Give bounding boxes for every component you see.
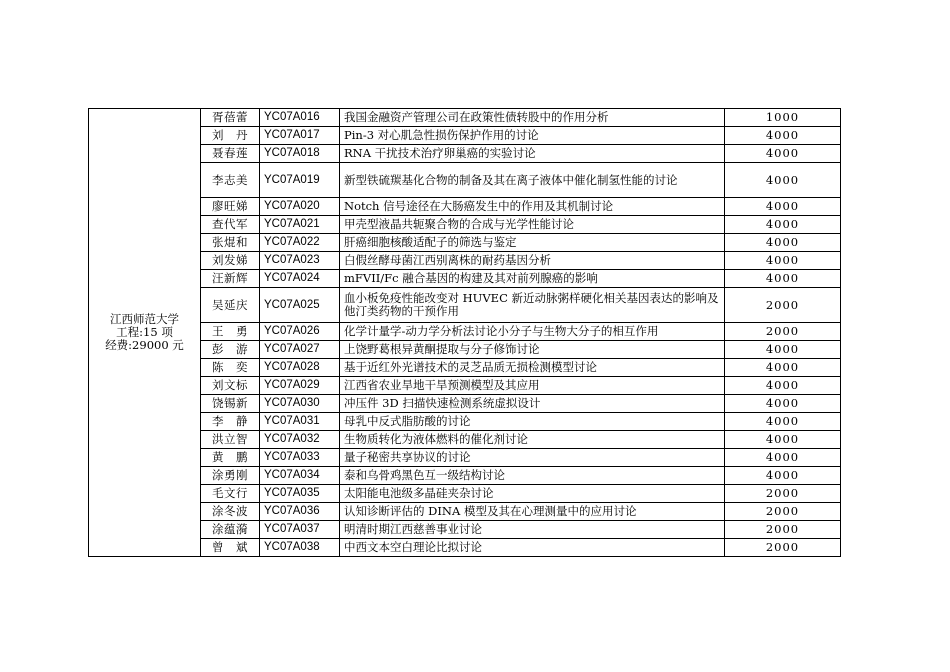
table-row [89, 270, 841, 288]
table-row [89, 198, 841, 216]
project-code-cell: YC07A034 [260, 467, 340, 485]
project-code-cell: YC07A035 [260, 485, 340, 503]
amount-cell: 2000 [725, 323, 841, 341]
name-cell: 涂勇刚 [201, 467, 260, 485]
project-title-cell: 肝癌细胞核酸适配子的筛选与鉴定 [340, 234, 725, 252]
table-row [89, 288, 841, 323]
table-row [89, 359, 841, 377]
project-title-cell: 太阳能电池级多晶硅夹杂讨论 [340, 485, 725, 503]
project-title-cell: Notch 信号途径在大肠癌发生中的作用及其机制讨论 [340, 198, 725, 216]
table-row [89, 503, 841, 521]
project-title-cell: Pin-3 对心肌急性损伤保护作用的讨论 [340, 127, 725, 145]
name-cell: 刘发娣 [201, 252, 260, 270]
amount-cell: 2000 [725, 485, 841, 503]
project-title-cell: 江西省农业旱地干旱预测模型及其应用 [340, 377, 725, 395]
table-row [89, 449, 841, 467]
project-code-cell: YC07A032 [260, 431, 340, 449]
project-code-cell: YC07A027 [260, 341, 340, 359]
project-title-cell: 上饶野葛根异黄酮提取与分子修饰讨论 [340, 341, 725, 359]
project-title-cell: 认知诊断评估的 DINA 模型及其在心理测量中的应用讨论 [340, 503, 725, 521]
institution-name: 江西师范大学 [110, 312, 179, 326]
project-title-cell: 明清时期江西慈善事业讨论 [340, 521, 725, 539]
amount-cell: 2000 [725, 521, 841, 539]
project-code-cell: YC07A016 [260, 109, 340, 127]
table-row [89, 145, 841, 163]
name-cell: 张焜和 [201, 234, 260, 252]
name-cell: 黄 鹏 [201, 449, 260, 467]
amount-cell: 4000 [725, 377, 841, 395]
project-code-cell: YC07A022 [260, 234, 340, 252]
project-title-cell: 中西文本空白理论比拟讨论 [340, 539, 725, 557]
project-code-cell: YC07A033 [260, 449, 340, 467]
table-row [89, 234, 841, 252]
project-code-cell: YC07A038 [260, 539, 340, 557]
amount-cell: 4000 [725, 270, 841, 288]
name-cell: 查代军 [201, 216, 260, 234]
amount-cell: 4000 [725, 359, 841, 377]
project-title-cell: 母乳中反式脂肪酸的讨论 [340, 413, 725, 431]
amount-cell: 4000 [725, 467, 841, 485]
project-title-cell: RNA 干扰技术治疗卵巢癌的实验讨论 [340, 145, 725, 163]
project-code-cell: YC07A028 [260, 359, 340, 377]
name-cell: 王 勇 [201, 323, 260, 341]
project-title-cell: 白假丝酵母菌江西别离株的耐药基因分析 [340, 252, 725, 270]
amount-cell: 4000 [725, 341, 841, 359]
name-cell: 刘 丹 [201, 127, 260, 145]
name-cell: 李志美 [201, 163, 260, 198]
table-row [89, 521, 841, 539]
name-cell: 饶锡新 [201, 395, 260, 413]
amount-cell: 4000 [725, 252, 841, 270]
project-title-cell: 泰和乌骨鸡黑色互一级结构讨论 [340, 467, 725, 485]
project-table [88, 108, 841, 557]
amount-cell: 4000 [725, 216, 841, 234]
table-row [89, 109, 841, 127]
table-row [89, 485, 841, 503]
project-title-cell: 化学计量学-动力学分析法讨论小分子与生物大分子的相互作用 [340, 323, 725, 341]
project-table-body [89, 109, 841, 557]
project-code-cell: YC07A023 [260, 252, 340, 270]
name-cell: 洪立智 [201, 431, 260, 449]
name-cell: 涂冬波 [201, 503, 260, 521]
amount-cell: 4000 [725, 234, 841, 252]
project-code-cell: YC07A024 [260, 270, 340, 288]
table-row [89, 539, 841, 557]
project-title-cell: 甲壳型液晶共轭聚合物的合成与光学性能讨论 [340, 216, 725, 234]
table-row [89, 323, 841, 341]
amount-cell: 4000 [725, 145, 841, 163]
institution-budget: 经费:29000 元 [105, 338, 184, 352]
name-cell: 彭 游 [201, 341, 260, 359]
name-cell: 涂蕴漪 [201, 521, 260, 539]
project-code-cell: YC07A018 [260, 145, 340, 163]
name-cell: 聂春莲 [201, 145, 260, 163]
project-code-cell: YC07A029 [260, 377, 340, 395]
project-code-cell: YC07A017 [260, 127, 340, 145]
name-cell: 廖旺娣 [201, 198, 260, 216]
project-title-cell: mFVII/Fc 融合基因的构建及其对前列腺癌的影响 [340, 270, 725, 288]
project-title-cell: 生物质转化为液体燃料的催化剂讨论 [340, 431, 725, 449]
table-row [89, 431, 841, 449]
table-row [89, 395, 841, 413]
project-code-cell: YC07A036 [260, 503, 340, 521]
name-cell: 毛文行 [201, 485, 260, 503]
amount-cell: 1000 [725, 109, 841, 127]
project-code-cell: YC07A020 [260, 198, 340, 216]
project-title-cell: 新型铁硫羰基化合物的制备及其在离子液体中催化制氢性能的讨论 [340, 163, 725, 198]
table-row [89, 413, 841, 431]
project-code-cell: YC07A025 [260, 288, 340, 323]
project-code-cell: YC07A030 [260, 395, 340, 413]
table-row [89, 163, 841, 198]
name-cell: 汪新辉 [201, 270, 260, 288]
amount-cell: 2000 [725, 539, 841, 557]
name-cell: 刘文标 [201, 377, 260, 395]
name-cell: 吴延庆 [201, 288, 260, 323]
project-code-cell: YC07A019 [260, 163, 340, 198]
institution-cell [89, 109, 201, 557]
amount-cell: 4000 [725, 413, 841, 431]
project-title-cell: 基于近红外光谱技术的灵芝品质无损检测模型讨论 [340, 359, 725, 377]
project-title-cell: 我国金融资产管理公司在政策性债转股中的作用分析 [340, 109, 725, 127]
project-title-cell: 量子秘密共享协议的讨论 [340, 449, 725, 467]
name-cell: 胥蓓蕾 [201, 109, 260, 127]
table-row [89, 252, 841, 270]
name-cell: 李 静 [201, 413, 260, 431]
project-title-cell: 血小板免疫性能改变对 HUVEC 新近动脉粥样硬化相关基因表达的影响及他汀类药物的干预作用 [340, 288, 725, 323]
project-code-cell: YC07A031 [260, 413, 340, 431]
name-cell: 陈 奕 [201, 359, 260, 377]
amount-cell: 2000 [725, 288, 841, 323]
institution-projects: 工程:15 项 [116, 325, 173, 339]
amount-cell: 4000 [725, 198, 841, 216]
name-cell: 曾 斌 [201, 539, 260, 557]
project-code-cell: YC07A021 [260, 216, 340, 234]
amount-cell: 4000 [725, 395, 841, 413]
table-row [89, 467, 841, 485]
project-code-cell: YC07A026 [260, 323, 340, 341]
table-row [89, 127, 841, 145]
table-row [89, 216, 841, 234]
project-code-cell: YC07A037 [260, 521, 340, 539]
amount-cell: 4000 [725, 163, 841, 198]
table-row [89, 341, 841, 359]
project-title-cell: 冲压件 3D 扫描快速检测系统虚拟设计 [340, 395, 725, 413]
table-row [89, 377, 841, 395]
amount-cell: 4000 [725, 127, 841, 145]
amount-cell: 4000 [725, 431, 841, 449]
amount-cell: 4000 [725, 449, 841, 467]
amount-cell: 2000 [725, 503, 841, 521]
